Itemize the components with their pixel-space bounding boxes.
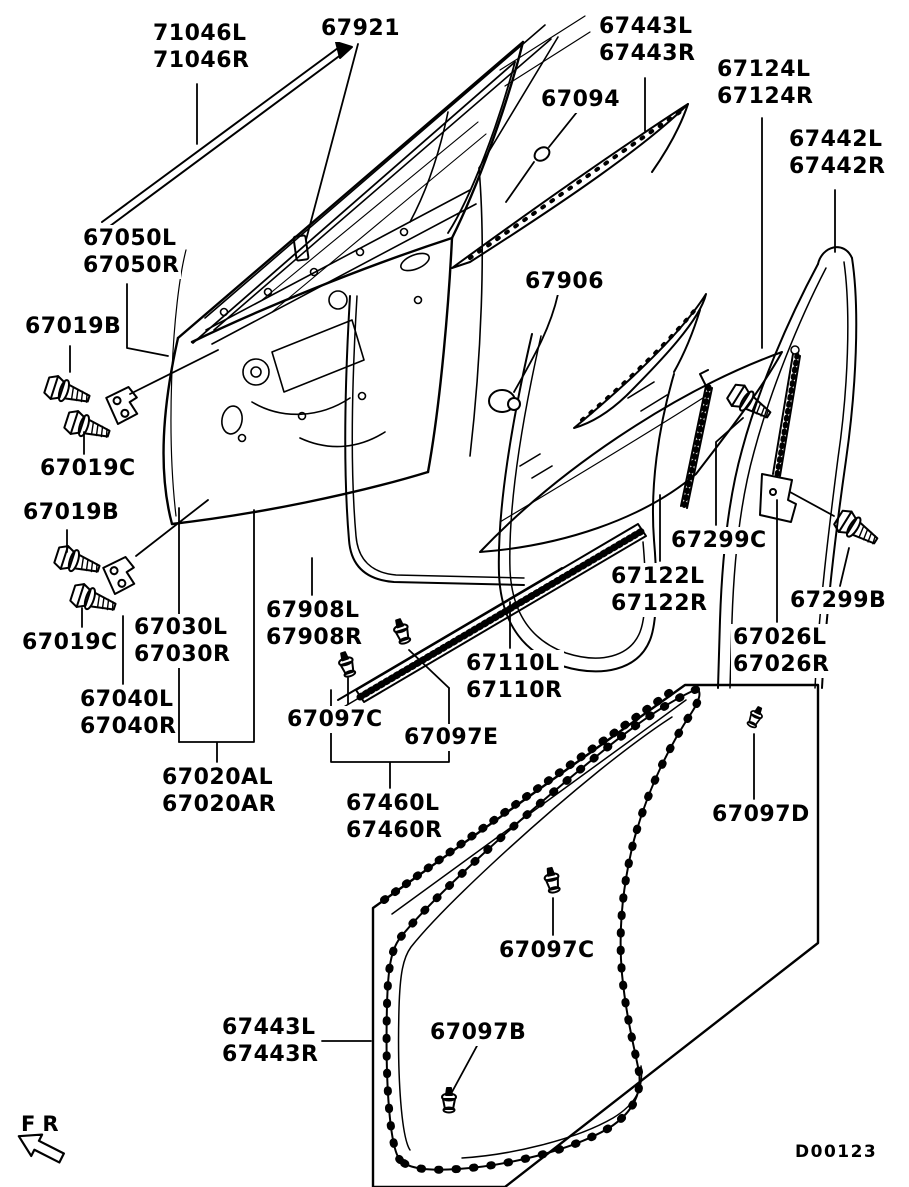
part-label-67050	[81, 225, 181, 279]
part-number: 67442L	[789, 127, 883, 152]
part-number: 67110L	[466, 651, 560, 676]
part-label-67122	[609, 563, 709, 617]
part-label-67019c-1	[38, 455, 138, 482]
part-number: 67124L	[717, 57, 811, 82]
glass-run-sash-67443	[452, 104, 688, 268]
part-number: 67020AL	[162, 765, 274, 790]
part-number: 67097C	[499, 938, 595, 963]
part-label-71046	[151, 20, 251, 74]
part-label-67019c-2	[20, 629, 120, 656]
part-label-67097b	[428, 1019, 528, 1046]
part-number: 67030R	[134, 642, 231, 667]
part-label-67019b-2	[21, 499, 121, 526]
part-number: 67040R	[80, 714, 177, 739]
part-number: 67908L	[266, 598, 360, 623]
part-label-67030	[132, 614, 232, 668]
part-number: 67460L	[346, 791, 440, 816]
part-label-67097c-1	[285, 706, 385, 733]
part-number: 67026L	[733, 625, 827, 650]
part-number: 67299C	[671, 528, 767, 553]
part-number: 67908R	[266, 625, 363, 650]
part-label-67097e	[402, 724, 501, 751]
part-label-67460	[344, 790, 444, 844]
part-number: 67124R	[717, 84, 814, 109]
part-number: 67050R	[83, 253, 180, 278]
part-number: 71046R	[153, 48, 250, 73]
part-label-67124	[715, 56, 815, 110]
part-number: 67020AR	[162, 792, 277, 817]
door-internal-mechanism	[206, 190, 476, 447]
part-number: 67097B	[430, 1020, 527, 1045]
drawing-code: D00123	[795, 1142, 878, 1162]
part-label-67040	[78, 686, 178, 740]
door-shell-rear	[205, 16, 590, 456]
part-number: 67921	[321, 16, 401, 41]
part-number: 67094	[541, 87, 621, 112]
part-number: 67122R	[611, 591, 708, 616]
part-number: 67019B	[25, 314, 122, 339]
part-label-67019b-1	[23, 313, 123, 340]
part-number: 67443L	[599, 14, 693, 39]
part-number: 67097E	[404, 725, 499, 750]
part-number: 67019B	[23, 500, 120, 525]
part-label-67026	[731, 624, 831, 678]
part-number: 67097C	[287, 707, 383, 732]
part-label-67299b	[788, 587, 888, 614]
part-label-67921	[319, 15, 402, 42]
part-number: 67040L	[80, 687, 174, 712]
fr-direction-label: FR	[21, 1112, 66, 1136]
part-label-67443-bottom	[220, 1014, 320, 1068]
door-opening-seal-67908	[345, 296, 524, 585]
part-number: 67026R	[733, 652, 830, 677]
part-label-67442	[787, 126, 887, 180]
part-label-67020a	[160, 764, 278, 818]
leader-lines	[67, 44, 849, 1092]
part-number: 67110R	[466, 678, 563, 703]
part-label-67443-top	[597, 13, 697, 67]
part-label-67097c-2	[497, 937, 597, 964]
part-number: 67122L	[611, 564, 705, 589]
part-number: 71046L	[153, 21, 247, 46]
part-number: 67442R	[789, 154, 886, 179]
part-number: 67906	[525, 269, 605, 294]
part-label-67299c	[669, 527, 769, 554]
part-number: 67443R	[222, 1042, 319, 1067]
part-label-67097d	[710, 801, 812, 828]
door-weatherstrip-67442	[718, 247, 856, 688]
part-number: 67030L	[134, 615, 228, 640]
door-glass	[480, 352, 782, 552]
part-label-67110	[464, 650, 564, 704]
part-label-67906	[523, 268, 606, 295]
part-label-67908	[264, 597, 364, 651]
part-number: 67050L	[83, 226, 177, 251]
part-number: 67443L	[222, 1015, 316, 1040]
part-number: 67019C	[40, 456, 136, 481]
part-number: 67460R	[346, 818, 443, 843]
door-panel-assembly-outline	[164, 42, 523, 524]
part-number: 67443R	[599, 41, 696, 66]
part-number: 67019C	[22, 630, 118, 655]
part-number: 67097D	[712, 802, 810, 827]
part-number: 67299B	[790, 588, 887, 613]
part-label-67094	[539, 86, 622, 113]
glass-run-channel-67122	[499, 334, 674, 671]
grommet-67906	[489, 390, 520, 412]
